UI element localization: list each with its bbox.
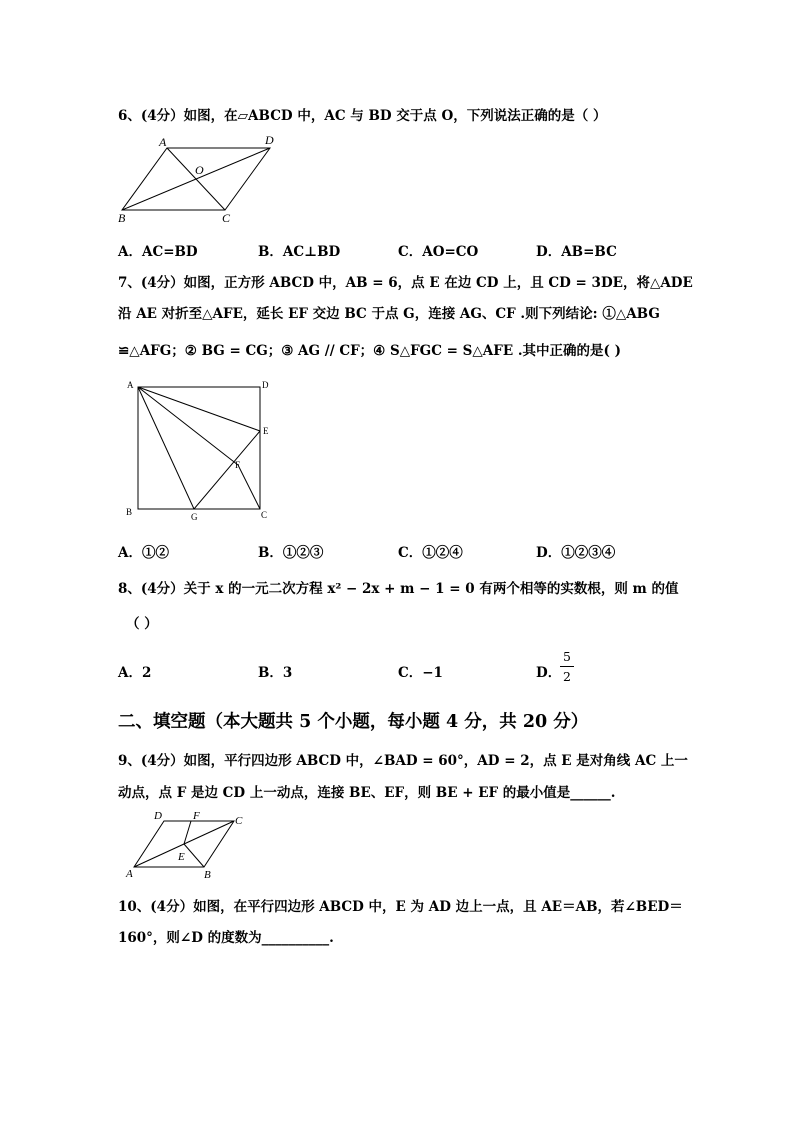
q6-stem: 6、(4分）如图，在▱ABCD 中，AC 与 BD 交于点 O，下列说法正确的是（ ） [118, 108, 607, 124]
q6-label-o: O [195, 163, 204, 177]
section-2-title: 二、填空题（本大题共 5 个小题，每小题 4 分，共 20 分） [118, 712, 589, 732]
q7-option-a: A．①② [118, 545, 169, 561]
q6-label-c: C [222, 211, 231, 225]
q8-fraction-numerator: 5 [563, 649, 571, 664]
q8-line-1: 8、(4分）关于 x 的一元二次方程 x² − 2x + m − 1 = 0 有两个相等的实数根，则 m 的值 [118, 581, 679, 597]
q9-parallelogram-figure [120, 808, 260, 880]
q7-option-c: C．①②④ [398, 545, 463, 561]
q7-square-figure [122, 378, 277, 523]
q8-fraction-denominator: 2 [563, 669, 571, 684]
q6-option-c: C．AO=CO [398, 244, 479, 260]
q6-option-a: A．AC=BD [118, 244, 198, 260]
q8-option-d: D． [536, 665, 562, 681]
q9-line-1: 9、(4分）如图，平行四边形 ABCD 中，∠BAD = 60°，AD = 2，点 E 是对角线 AC 上一 [118, 753, 688, 769]
q6-option-b: B．AC⊥BD [258, 244, 341, 260]
q6-label-d: D [265, 133, 274, 147]
q7-label-a: A [127, 380, 134, 390]
q9-label-b: B [204, 869, 211, 880]
q6-parallelogram-figure [115, 132, 285, 227]
q7-label-f: F [235, 460, 241, 470]
q9-line-2: 动点，点 F 是边 CD 上一动点，连接 BE、EF，则 BE + EF 的最小值是______. [118, 785, 616, 801]
q7-label-d: D [262, 380, 269, 390]
q8-option-b: B．3 [258, 665, 293, 681]
q9-label-e: E [178, 851, 185, 863]
q7-option-d: D．①②③④ [536, 545, 616, 561]
q6-label-a: A [159, 135, 167, 149]
q9-label-d: D [154, 810, 162, 822]
q7-line-2: 沿 AE 对折至△AFE，延长 EF 交边 BC 于点 G，连接 AG、CF .则下列结论: ①△ABG [118, 306, 660, 322]
q8-option-c: C．−1 [398, 665, 443, 681]
q6-label-b: B [118, 211, 126, 225]
q8-option-d-fraction [560, 649, 574, 684]
q7-line-3: ≌△AFG；② BG = CG；③ AG // CF；④ S△FGC = S△AFE .其中正确的是( ) [118, 343, 622, 359]
q8-line-2: （ ） [126, 616, 158, 632]
q10-line-2: 160°，则∠D 的度数为__________. [118, 930, 334, 946]
q7-label-c: C [261, 510, 268, 520]
q9-label-a: A [126, 868, 133, 880]
q9-label-c: C [235, 815, 243, 827]
q6-option-d: D．AB=BC [536, 244, 617, 260]
q8-option-a: A．2 [118, 665, 152, 681]
q7-label-g: G [191, 512, 198, 522]
q7-option-b: B．①②③ [258, 545, 324, 561]
q10-line-1: 10、(4分）如图，在平行四边形 ABCD 中，E 为 AD 边上一点，且 AE＝AB，若∠BED＝ [118, 899, 683, 915]
q7-label-b: B [126, 507, 133, 517]
q7-line-1: 7、(4分）如图，正方形 ABCD 中，AB = 6，点 E 在边 CD 上，且 CD = 3DE，将△ADE [118, 275, 693, 291]
q7-label-e: E [263, 426, 269, 436]
q9-label-f: F [193, 810, 200, 822]
